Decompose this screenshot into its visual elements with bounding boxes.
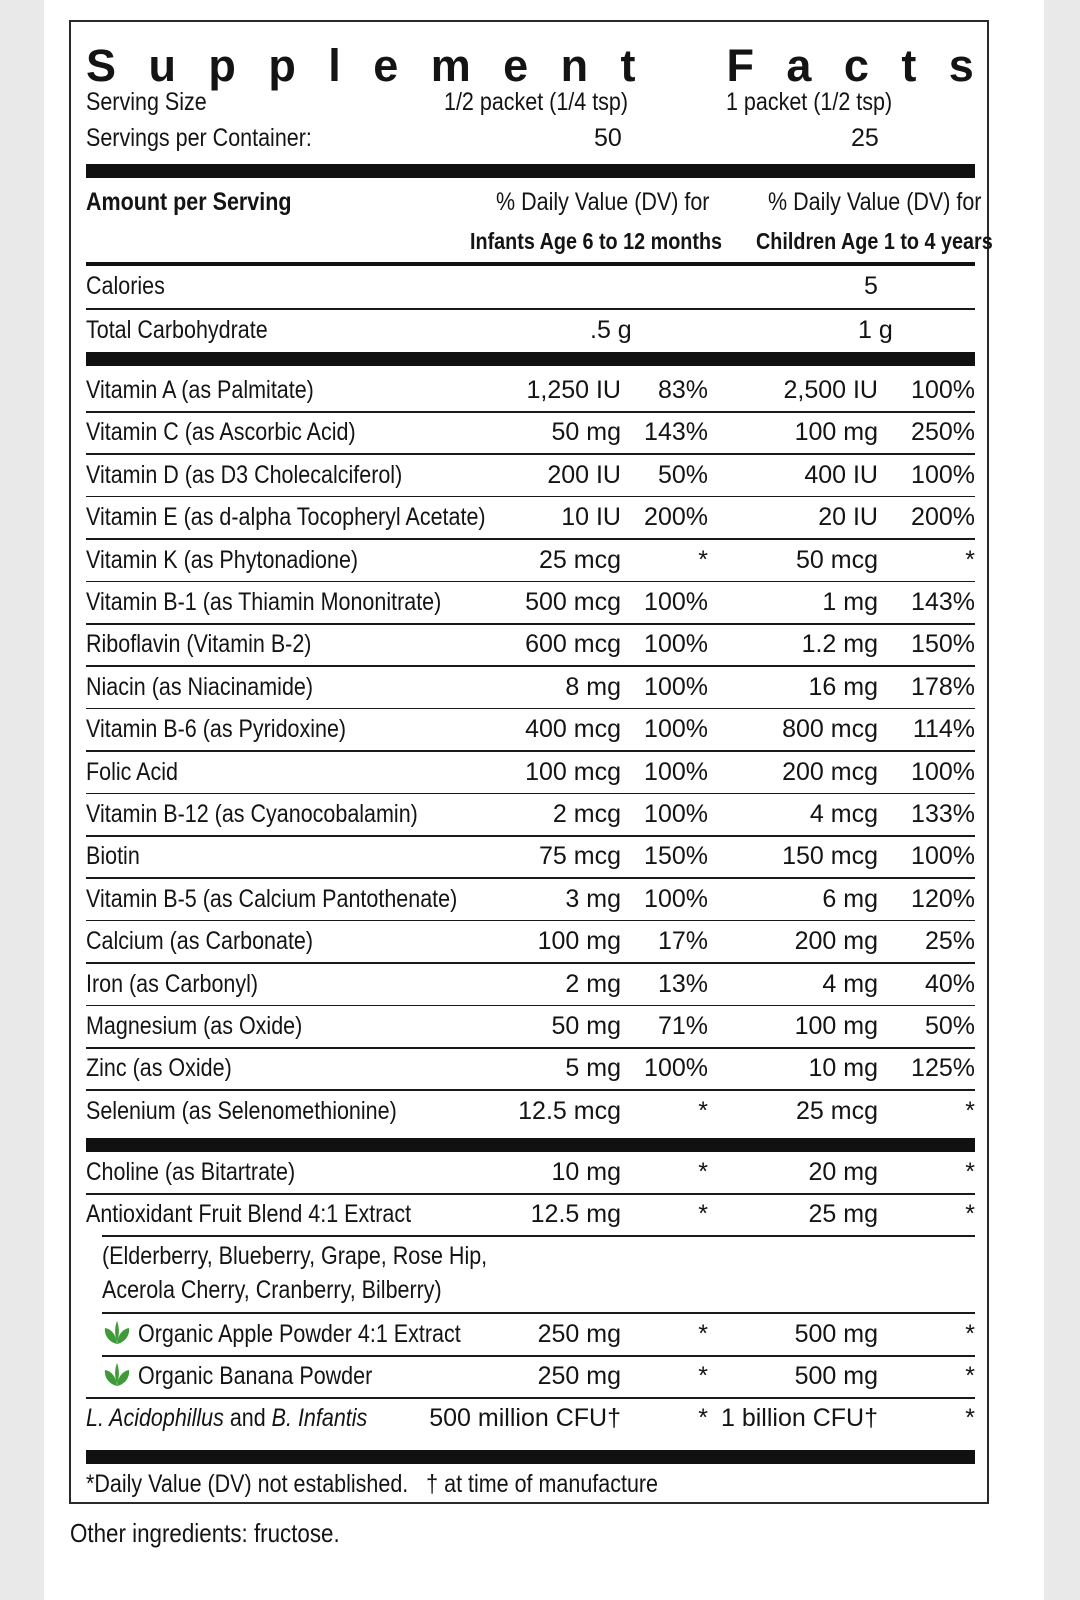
infant-amount: 500 million CFU† bbox=[429, 1404, 621, 1432]
infant-amount: 12.5 mg bbox=[530, 1200, 621, 1228]
child-amount: 20 mg bbox=[808, 1158, 878, 1186]
infant-amount: 200 IU bbox=[547, 460, 621, 489]
child-daily-value: 100% bbox=[911, 757, 975, 786]
infant-amount: 100 mcg bbox=[525, 757, 621, 786]
panel-title: S u p p l e m e n t F a c t s bbox=[86, 40, 975, 91]
child-daily-value: 100% bbox=[911, 376, 975, 404]
infant-daily-value: * bbox=[698, 1200, 708, 1228]
child-daily-value: * bbox=[965, 545, 975, 574]
row-divider bbox=[86, 1005, 975, 1007]
child-amount: 25 mg bbox=[808, 1200, 878, 1228]
nutrient-name: Riboflavin (Vitamin B-2) bbox=[86, 630, 312, 659]
child-daily-value: 150% bbox=[911, 630, 975, 659]
nutrient-name: Vitamin B-5 (as Calcium Pantothenate) bbox=[86, 884, 458, 913]
infant-daily-value: 50% bbox=[657, 460, 708, 489]
child-amount: 200 mg bbox=[794, 927, 878, 956]
nutrient-name: Zinc (as Oxide) bbox=[86, 1054, 232, 1083]
infant-amount: 400 mcg bbox=[525, 715, 621, 744]
child-daily-value: * bbox=[965, 1096, 975, 1125]
child-daily-value: 133% bbox=[911, 800, 975, 828]
carb-child: 1 g bbox=[858, 316, 893, 344]
probiotic-name-and: and bbox=[223, 1404, 272, 1432]
carb-label: Total Carbohydrate bbox=[86, 316, 268, 344]
infant-daily-value: 100% bbox=[644, 630, 708, 659]
row-divider bbox=[86, 623, 975, 625]
thick-divider bbox=[86, 1450, 975, 1464]
row-divider bbox=[86, 308, 975, 310]
serving-size-child: 1 packet (1/2 tsp) bbox=[726, 88, 893, 116]
infant-daily-value: 13% bbox=[657, 969, 708, 998]
nutrient-name: Vitamin D (as D3 Cholecalciferol) bbox=[86, 460, 403, 489]
infant-amount: 10 IU bbox=[561, 503, 621, 532]
nutrient-name: Organic Banana Powder bbox=[138, 1362, 373, 1390]
nutrient-name: Antioxidant Fruit Blend 4:1 Extract bbox=[86, 1200, 412, 1228]
infant-daily-value: 100% bbox=[644, 884, 708, 913]
child-amount: 1 billion CFU† bbox=[720, 1404, 878, 1432]
child-daily-value: 100% bbox=[911, 460, 975, 489]
servings-label: Servings per Container: bbox=[86, 124, 312, 152]
row-divider bbox=[86, 538, 975, 540]
amount-per-serving-label: Amount per Serving bbox=[86, 188, 292, 216]
probiotic-name bbox=[86, 1406, 367, 1431]
child-daily-value: 178% bbox=[911, 672, 975, 701]
nutrient-name: Iron (as Carbonyl) bbox=[86, 969, 259, 998]
infant-amount: 250 mg bbox=[537, 1320, 621, 1348]
infant-daily-value: 71% bbox=[657, 1012, 708, 1040]
child-amount: 200 mcg bbox=[782, 757, 878, 786]
child-amount: 500 mg bbox=[794, 1362, 878, 1390]
thick-divider bbox=[86, 164, 975, 178]
child-amount: 100 mg bbox=[794, 1012, 878, 1040]
infant-daily-value: 100% bbox=[644, 1054, 708, 1083]
dv-infant-line2: Infants Age 6 to 12 months bbox=[470, 228, 723, 254]
child-daily-value: 114% bbox=[912, 715, 975, 744]
child-amount: 500 mg bbox=[794, 1320, 878, 1348]
child-daily-value: 125% bbox=[911, 1054, 975, 1083]
infant-amount: 2 mcg bbox=[552, 800, 621, 828]
other-ingredients-text: Other ingredients: fructose. bbox=[70, 1518, 340, 1548]
fruit-blend-desc-line2: Acerola Cherry, Cranberry, Bilberry) bbox=[102, 1276, 442, 1304]
nutrient-name: Organic Apple Powder 4:1 Extract bbox=[138, 1320, 461, 1348]
probiotic-name-a: L. Acidophillus bbox=[86, 1404, 224, 1432]
infant-daily-value: * bbox=[698, 1404, 708, 1432]
infant-amount: 50 mg bbox=[551, 418, 621, 447]
nutrient-name: Niacin (as Niacinamide) bbox=[86, 672, 314, 701]
row-divider bbox=[86, 1397, 975, 1399]
nutrient-name: Magnesium (as Oxide) bbox=[86, 1012, 303, 1040]
child-daily-value: * bbox=[965, 1404, 975, 1432]
child-daily-value: * bbox=[965, 1158, 975, 1186]
nutrient-name: Calcium (as Carbonate) bbox=[86, 927, 314, 956]
serving-size-label: Serving Size bbox=[86, 88, 207, 116]
servings-infant: 50 bbox=[594, 124, 622, 152]
row-divider bbox=[86, 453, 975, 455]
infant-daily-value: 100% bbox=[644, 672, 708, 701]
child-daily-value: 250% bbox=[911, 418, 975, 447]
infant-daily-value: 200% bbox=[644, 503, 708, 532]
infant-daily-value: 100% bbox=[644, 588, 708, 616]
row-divider bbox=[86, 1047, 975, 1049]
row-divider bbox=[86, 962, 975, 964]
thick-divider bbox=[86, 352, 975, 366]
infant-daily-value: * bbox=[698, 1158, 708, 1186]
row-divider bbox=[86, 835, 975, 837]
nutrient-name: Biotin bbox=[86, 842, 140, 871]
nutrient-name: Vitamin B-1 (as Thiamin Mononitrate) bbox=[86, 588, 442, 616]
child-daily-value: 25% bbox=[924, 927, 975, 956]
infant-amount: 75 mcg bbox=[539, 842, 621, 871]
supplement-facts-panel bbox=[69, 20, 993, 1504]
child-daily-value: 120% bbox=[911, 884, 975, 913]
infant-daily-value: 150% bbox=[644, 842, 708, 871]
row-divider bbox=[102, 1355, 975, 1357]
child-daily-value: 50% bbox=[924, 1012, 975, 1040]
child-daily-value: 143% bbox=[911, 588, 975, 616]
nutrient-name: Selenium (as Selenomethionine) bbox=[86, 1096, 397, 1125]
calories-child: 5 bbox=[864, 272, 878, 300]
child-amount: 20 IU bbox=[818, 503, 878, 532]
infant-amount: 12.5 mcg bbox=[518, 1096, 621, 1125]
infant-daily-value: 83% bbox=[657, 376, 708, 404]
fruit-blend-desc-line1: (Elderberry, Blueberry, Grape, Rose Hip, bbox=[102, 1242, 488, 1270]
nutrient-name: Vitamin B-6 (as Pyridoxine) bbox=[86, 715, 347, 744]
child-daily-value: 40% bbox=[924, 969, 975, 998]
child-amount: 16 mg bbox=[808, 672, 878, 701]
infant-amount: 600 mcg bbox=[525, 630, 621, 659]
infant-daily-value: 143% bbox=[644, 418, 708, 447]
carb-infant: .5 g bbox=[590, 316, 632, 344]
serving-size-infant: 1/2 packet (1/4 tsp) bbox=[444, 88, 629, 116]
infant-amount: 2 mg bbox=[565, 969, 621, 998]
child-amount: 10 mg bbox=[808, 1054, 878, 1083]
infant-amount: 8 mg bbox=[565, 672, 621, 701]
organic-leaf-icon bbox=[102, 1320, 132, 1351]
infant-daily-value: * bbox=[698, 1362, 708, 1390]
servings-child: 25 bbox=[851, 124, 879, 152]
child-amount: 100 mg bbox=[794, 418, 878, 447]
child-daily-value: * bbox=[965, 1320, 975, 1348]
child-amount: 800 mcg bbox=[782, 715, 878, 744]
probiotic-name-b: B. Infantis bbox=[271, 1404, 368, 1432]
row-divider bbox=[86, 1089, 975, 1091]
nutrient-name: Vitamin C (as Ascorbic Acid) bbox=[86, 418, 356, 447]
organic-leaf-icon bbox=[102, 1362, 132, 1393]
row-divider bbox=[86, 411, 975, 413]
row-divider bbox=[102, 1235, 975, 1237]
child-amount: 400 IU bbox=[804, 460, 878, 489]
infant-amount: 25 mcg bbox=[539, 545, 621, 574]
infant-daily-value: * bbox=[698, 1096, 708, 1125]
row-divider bbox=[86, 496, 975, 498]
dv-infant-line1: % Daily Value (DV) for bbox=[496, 188, 710, 216]
infant-amount: 10 mg bbox=[551, 1158, 621, 1186]
nutrient-name: Vitamin K (as Phytonadione) bbox=[86, 545, 359, 574]
row-divider bbox=[86, 665, 975, 667]
child-amount: 4 mcg bbox=[809, 800, 878, 828]
row-divider bbox=[86, 793, 975, 795]
child-daily-value: 200% bbox=[911, 503, 975, 532]
nutrient-name: Vitamin B-12 (as Cyanocobalamin) bbox=[86, 800, 418, 828]
infant-daily-value: 100% bbox=[644, 800, 708, 828]
row-divider bbox=[102, 1312, 975, 1314]
infant-amount: 250 mg bbox=[537, 1362, 621, 1390]
infant-daily-value: 100% bbox=[644, 715, 708, 744]
child-amount: 6 mg bbox=[822, 884, 878, 913]
nutrient-name: Folic Acid bbox=[86, 757, 179, 786]
child-amount: 1 mg bbox=[822, 588, 878, 616]
infant-daily-value: 100% bbox=[644, 757, 708, 786]
child-daily-value: * bbox=[965, 1200, 975, 1228]
child-amount: 25 mcg bbox=[796, 1096, 878, 1125]
row-divider bbox=[86, 750, 975, 752]
row-divider bbox=[86, 877, 975, 879]
nutrient-name: Choline (as Bitartrate) bbox=[86, 1158, 296, 1186]
nutrient-name: Vitamin E (as d-alpha Tocopheryl Acetate) bbox=[86, 503, 486, 532]
infant-amount: 500 mcg bbox=[525, 588, 621, 616]
infant-amount: 1,250 IU bbox=[526, 376, 621, 404]
footnote: *Daily Value (DV) not established. † at time of manufacture bbox=[86, 1470, 659, 1498]
child-amount: 4 mg bbox=[822, 969, 878, 998]
thick-divider bbox=[86, 1138, 975, 1152]
infant-daily-value: 17% bbox=[657, 927, 708, 956]
infant-daily-value: * bbox=[698, 1320, 708, 1348]
row-divider bbox=[86, 581, 975, 583]
dv-child-line2: Children Age 1 to 4 years bbox=[756, 228, 993, 254]
child-daily-value: 100% bbox=[911, 842, 975, 871]
calories-label: Calories bbox=[86, 272, 165, 300]
infant-amount: 5 mg bbox=[565, 1054, 621, 1083]
child-daily-value: * bbox=[965, 1362, 975, 1390]
infant-amount: 50 mg bbox=[551, 1012, 621, 1040]
child-amount: 50 mcg bbox=[796, 545, 878, 574]
infant-daily-value: * bbox=[698, 545, 708, 574]
infant-amount: 3 mg bbox=[565, 884, 621, 913]
row-divider bbox=[86, 708, 975, 710]
infant-amount: 100 mg bbox=[537, 927, 621, 956]
child-amount: 150 mcg bbox=[782, 842, 878, 871]
child-amount: 2,500 IU bbox=[783, 376, 878, 404]
nutrient-name: Vitamin A (as Palmitate) bbox=[86, 376, 314, 404]
medium-divider bbox=[86, 262, 975, 266]
dv-child-line1: % Daily Value (DV) for bbox=[768, 188, 982, 216]
row-divider bbox=[86, 1193, 975, 1195]
child-amount: 1.2 mg bbox=[801, 630, 878, 659]
row-divider bbox=[86, 920, 975, 922]
